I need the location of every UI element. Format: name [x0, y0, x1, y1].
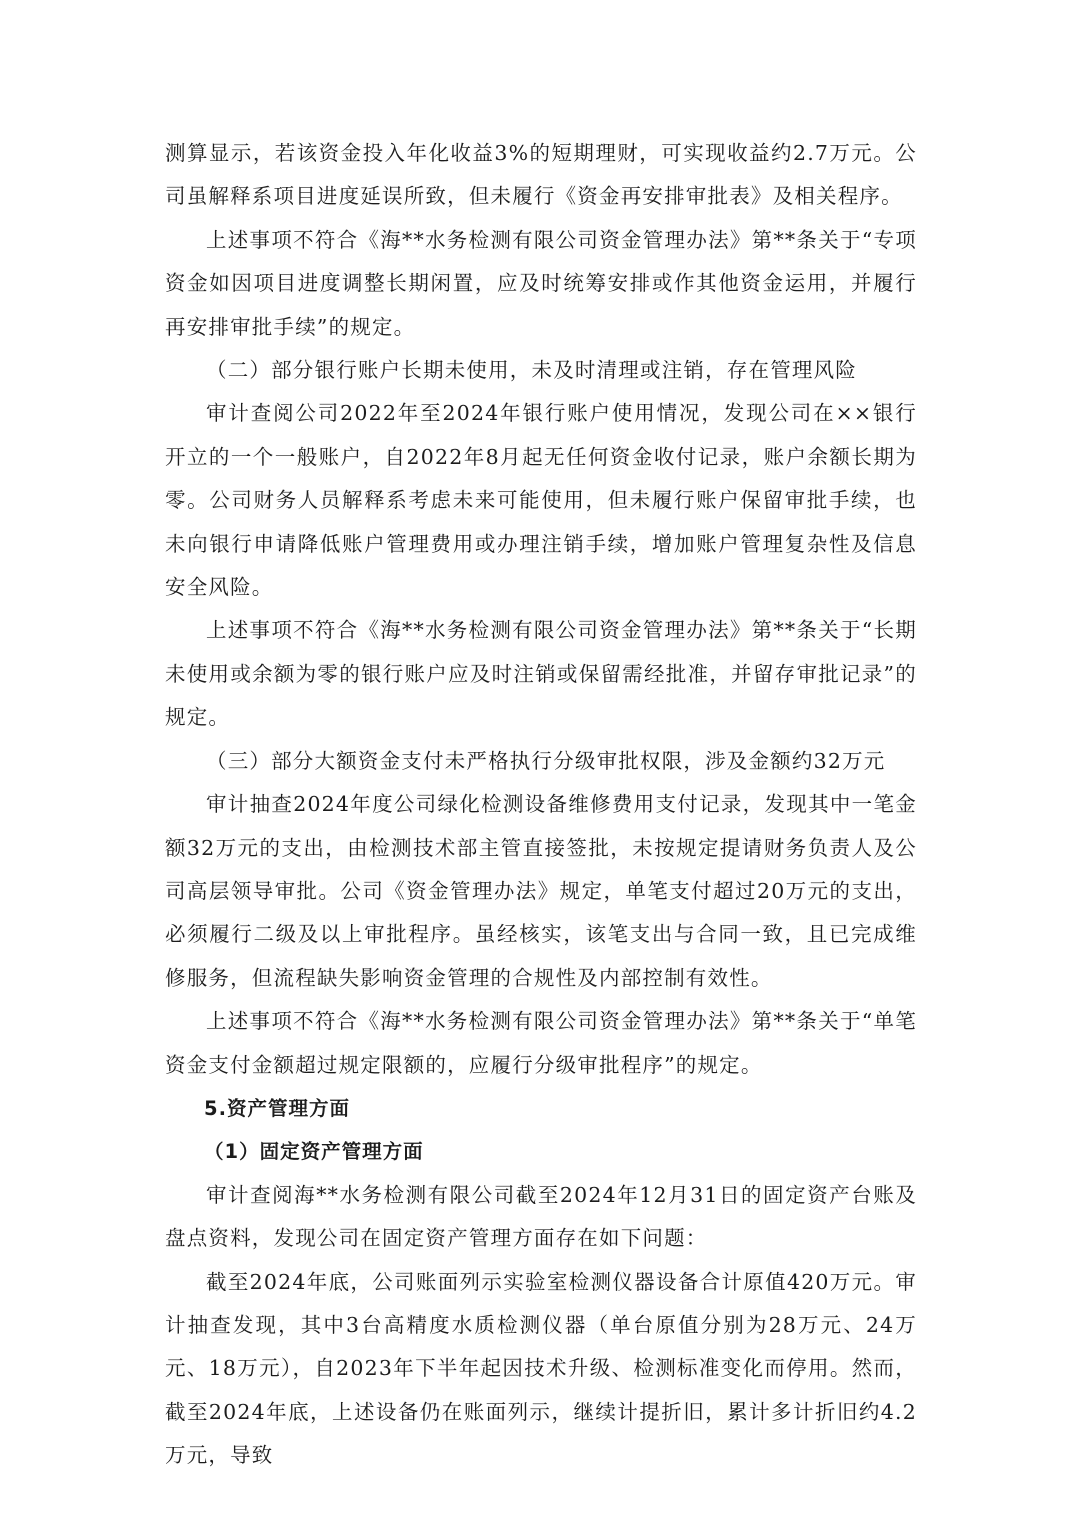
document-body — [165, 132, 917, 1478]
subsection-heading-fixed-assets: （1）固定资产管理方面 — [204, 1140, 424, 1164]
paragraph-payment-review: 审计抽查2024年度公司绿化检测设备维修费用支付记录，发现其中一笔金额32万元的支出，由检测技术部主管直接签批，未按规定提请财务负责人及公司高层领导审批。公司《资金管理办法》规定，单笔支付超过20万元的支出，必须履行二级及以上审批程序。虽经核实，该笔支出与合同一致，且已完成维修服务，但流程缺失影响资金管理的合规性及内部控制有效性。 — [165, 792, 917, 990]
paragraph-fixed-asset-review: 审计查阅海**水务检测有限公司截至2024年12月31日的固定资产台账及盘点资料，发现公司在固定资产管理方面存在如下问题： — [165, 1182, 917, 1251]
paragraph-fixed-asset-findings: 截至2024年底，公司账面列示实验室检测仪器设备合计原值420万元。审计抽查发现，其中3台高精度水质检测仪器（单台原值分别为28万元、24万元、18万元），自2023年下半年起因技术升级、检测标准变化而停用。然而，截至2024年底，上述设备仍在账面列示，继续计提折旧，累计多计折旧约4.2万元，导致 — [165, 1269, 917, 1468]
heading-large-payments-approval: （三）部分大额资金支付未严格执行分级审批权限，涉及金额约32万元 — [206, 748, 886, 773]
heading-bank-accounts-unused: （二）部分银行账户长期未使用，未及时清理或注销，存在管理风险 — [206, 358, 857, 383]
paragraph-fund-return-estimate: 测算显示，若该资金投入年化收益3%的短期理财，可实现收益约2.7万元。公司虽解释系项目进度延误所致，但未履行《资金再安排审批表》及相关程序。 — [165, 141, 917, 209]
paragraph-bank-account-review: 审计查阅公司2022年至2024年银行账户使用情况，发现公司在××银行开立的一个一般账户，自2022年8月起无任何资金收付记录，账户余额长期为零。公司财务人员解释系考虑未来可能使用，但未履行账户保留审批手续，也未向银行申请降低账户管理费用或办理注销手续，增加账户管理复杂性及信息安全风险。 — [165, 401, 917, 600]
paragraph-special-fund-rule: 上述事项不符合《海**水务检测有限公司资金管理办法》第**条关于“专项资金如因项目进度调整长期闲置，应及时统筹安排或作其他资金运用，并履行再安排审批手续”的规定。 — [165, 227, 917, 339]
paragraph-bank-account-rule: 上述事项不符合《海**水务检测有限公司资金管理办法》第**条关于“长期未使用或余额为零的银行账户应及时注销或保留需经批准，并留存审批记录”的规定。 — [165, 618, 917, 730]
section-heading-asset-management: 5.资产管理方面 — [204, 1096, 350, 1120]
paragraph-payment-rule: 上述事项不符合《海**水务检测有限公司资金管理办法》第**条关于“单笔资金支付金额超过规定限额的，应履行分级审批程序”的规定。 — [165, 1009, 917, 1077]
